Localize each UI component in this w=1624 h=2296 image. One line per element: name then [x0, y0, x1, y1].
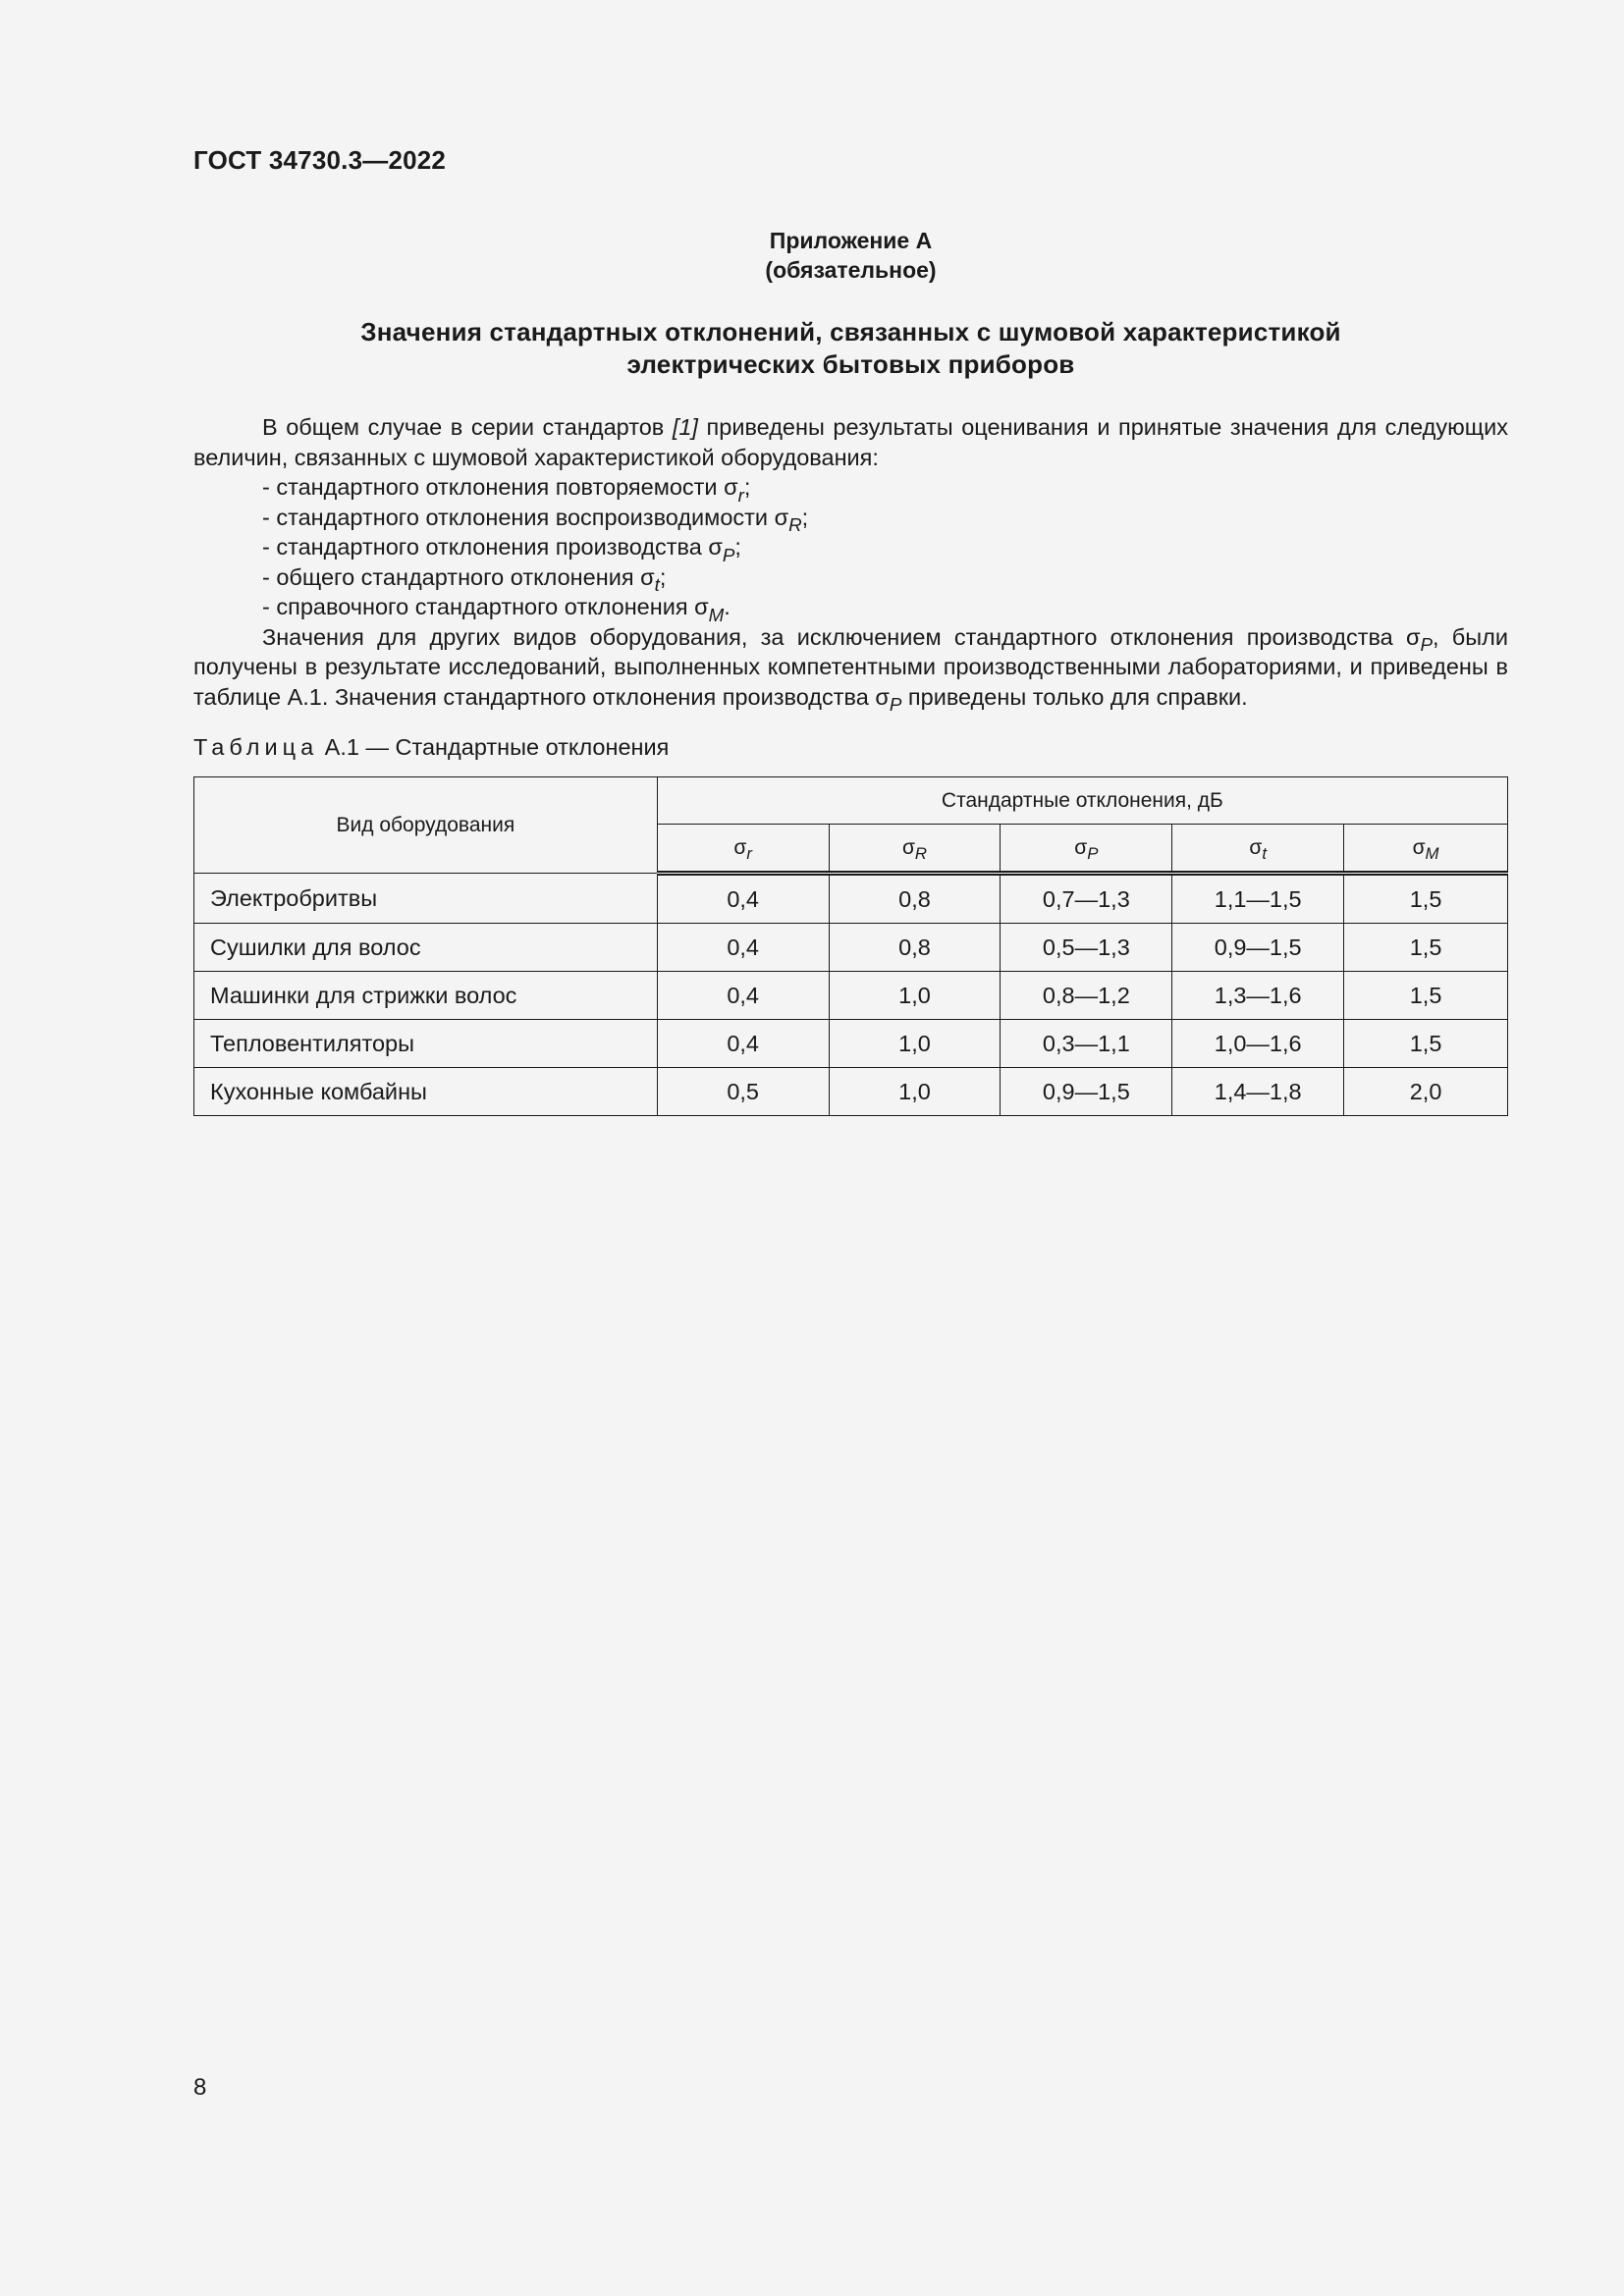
appendix-title	[193, 316, 1508, 381]
document-code: ГОСТ 34730.3—2022	[193, 145, 447, 175]
value-cell: 1,5	[1344, 972, 1508, 1020]
value-cell: 1,4—1,8	[1172, 1068, 1344, 1116]
sigma-symbol: σ	[1249, 835, 1263, 859]
appendix-title-line-1: Значения стандартных отклонений, связанных с шумовой характеристикой	[360, 317, 1341, 347]
page-number: 8	[193, 2074, 207, 2101]
value-cell: 0,4	[657, 972, 829, 1020]
equipment-name-cell: Кухонные комбайны	[194, 1068, 658, 1116]
value-cell: 1,3—1,6	[1172, 972, 1344, 1020]
appendix-heading	[193, 226, 1508, 285]
deviation-list	[193, 472, 1508, 625]
intro-paragraph	[193, 412, 1508, 472]
list-item-text: - стандартного отклонения воспроизводимости σ	[262, 504, 789, 530]
reference-link: [1]	[672, 414, 698, 440]
value-cell: 0,7—1,3	[1001, 874, 1172, 924]
list-item	[193, 592, 1508, 625]
value-cell: 0,8—1,2	[1001, 972, 1172, 1020]
second-paragraph	[193, 622, 1508, 716]
table-caption-text: А.1 — Стандартные отклонения	[318, 734, 670, 760]
list-item	[193, 503, 1508, 536]
value-cell: 0,5—1,3	[1001, 924, 1172, 972]
value-cell: 0,4	[657, 924, 829, 972]
sigma-subscript: t	[1262, 844, 1267, 864]
list-item-end: ;	[801, 504, 809, 530]
table-caption	[193, 734, 669, 761]
sigma-subscript: t	[654, 574, 660, 596]
appendix-label: Приложение А	[769, 228, 933, 253]
value-cell: 0,4	[657, 874, 829, 924]
equipment-name-cell: Тепловентиляторы	[194, 1020, 658, 1068]
list-item	[193, 472, 1508, 506]
value-cell: 0,3—1,1	[1001, 1020, 1172, 1068]
second-text-1: Значения для других видов оборудования, за исключением стандартного отклонения производства σ	[262, 623, 1421, 650]
value-cell: 0,4	[657, 1020, 829, 1068]
table-row	[194, 874, 1508, 924]
header-sigma-3	[1172, 825, 1344, 874]
deviations-table	[193, 776, 1508, 1116]
table-caption-word: Таблица	[193, 734, 319, 760]
intro-text-cont: приведены результаты оценивания и принятые значения для следующих величин, связанных с шумовой характеристикой оборудования:	[193, 414, 1508, 470]
list-item	[193, 532, 1508, 565]
value-cell: 1,0—1,6	[1172, 1020, 1344, 1068]
table-row	[194, 1020, 1508, 1068]
value-cell: 0,5	[657, 1068, 829, 1116]
value-cell: 1,5	[1344, 924, 1508, 972]
list-item-end: ;	[743, 474, 751, 500]
sigma-subscript: R	[788, 514, 802, 536]
value-cell: 0,9—1,5	[1001, 1068, 1172, 1116]
sigma-subscript: P	[889, 694, 902, 716]
value-cell: 1,1—1,5	[1172, 874, 1344, 924]
second-text-2: , были получены в результате исследований, выполненных компетентными производственными лабораториями, и приведены в таблице А.1. Значения стандартного отклонения производства σ	[193, 623, 1508, 710]
value-cell: 0,9—1,5	[1172, 924, 1344, 972]
sigma-subscript: r	[746, 844, 752, 864]
header-group: Стандартные отклонения, дБ	[657, 777, 1507, 825]
list-item-end: ;	[659, 563, 667, 590]
list-item-text: - стандартного отклонения производства σ	[262, 534, 723, 560]
header-sigma-0	[657, 825, 829, 874]
sigma-symbol: σ	[1412, 835, 1426, 859]
sigma-subscript: P	[1087, 844, 1099, 864]
sigma-subscript: P	[722, 544, 735, 565]
second-text-3: приведены только для справки.	[901, 683, 1248, 710]
intro-text: В общем случае в серии стандартов	[262, 414, 673, 440]
header-sigma-4	[1344, 825, 1508, 874]
value-cell: 1,5	[1344, 1020, 1508, 1068]
sigma-subscript: M	[708, 604, 725, 625]
sigma-symbol: σ	[1074, 835, 1088, 859]
equipment-name-cell: Сушилки для волос	[194, 924, 658, 972]
sigma-subscript: r	[737, 484, 744, 506]
list-item-end: .	[724, 594, 731, 619]
list-item-text: - общего стандартного отклонения σ	[262, 563, 655, 590]
table-body	[194, 874, 1508, 1116]
sigma-subscript: R	[914, 844, 928, 864]
equipment-name-cell: Машинки для стрижки волос	[194, 972, 658, 1020]
equipment-name-cell: Электробритвы	[194, 874, 658, 924]
list-item-text: - стандартного отклонения повторяемости σ	[262, 474, 738, 500]
sigma-subscript: M	[1425, 844, 1439, 864]
appendix-status: (обязательное)	[765, 257, 937, 283]
table-row	[194, 924, 1508, 972]
value-cell: 1,0	[829, 1020, 1001, 1068]
table-row	[194, 1068, 1508, 1116]
sigma-symbol: σ	[733, 835, 747, 859]
appendix-title-line-2: электрических бытовых приборов	[626, 349, 1075, 379]
table-row	[194, 972, 1508, 1020]
list-item-text: - справочного стандартного отклонения σ	[262, 594, 709, 619]
value-cell: 1,5	[1344, 874, 1508, 924]
value-cell: 0,8	[829, 874, 1001, 924]
sigma-symbol: σ	[901, 835, 915, 859]
body-text	[193, 412, 1508, 716]
list-item	[193, 562, 1508, 596]
sigma-subscript: P	[1420, 634, 1434, 656]
header-equipment: Вид оборудования	[194, 777, 658, 874]
value-cell: 0,8	[829, 924, 1001, 972]
list-item-end: ;	[734, 534, 741, 560]
value-cell: 2,0	[1344, 1068, 1508, 1116]
header-sigma-1	[829, 825, 1001, 874]
header-sigma-2	[1001, 825, 1172, 874]
value-cell: 1,0	[829, 1068, 1001, 1116]
value-cell: 1,0	[829, 972, 1001, 1020]
